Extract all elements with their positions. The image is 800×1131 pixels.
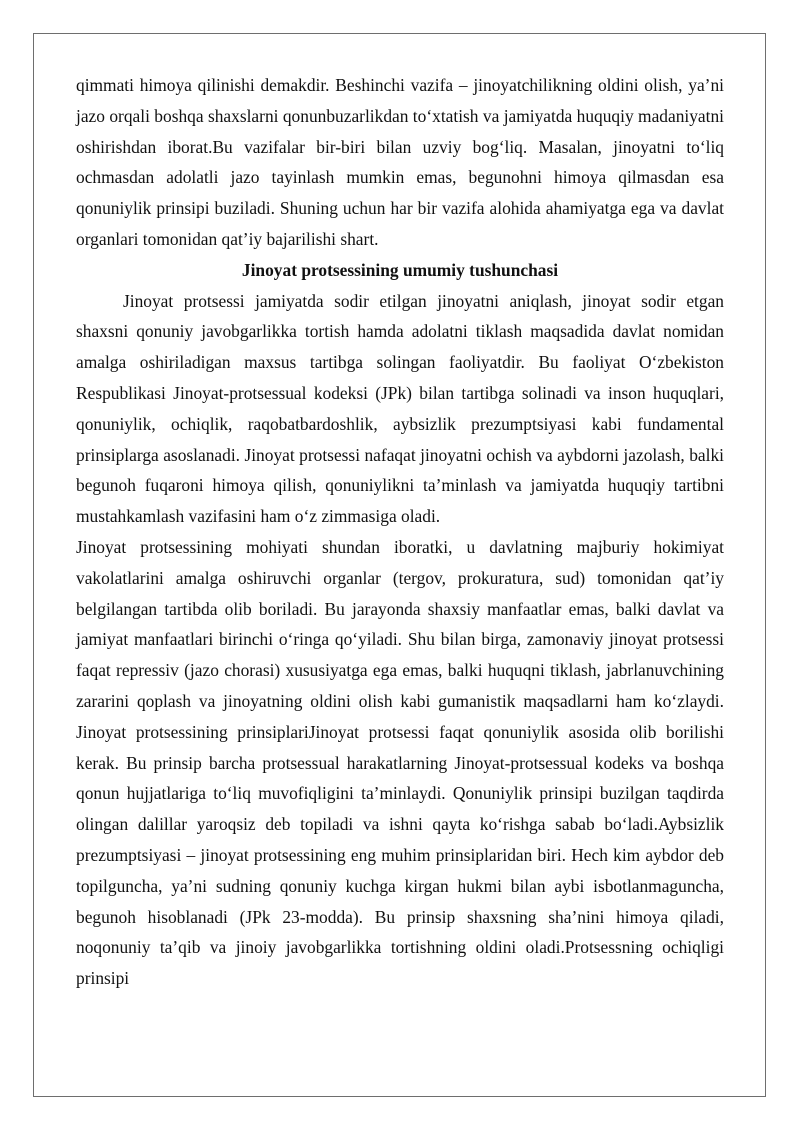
section-heading: Jinoyat protsessining umumiy tushunchasi [241, 259, 559, 280]
paragraph-3: Jinoyat protsessining mohiyati shundan iboratki, u davlatning majburiy hokimiyat vakolatlarini amalga oshiruvchi organlar (tergov, prokuratura, sud) tomonidan qat’iy belgilangan tartibda olib boriladi. Bu jarayonda shaxsiy manfaatlar emas, balki davlat va jamiyat manfaatlari birinchi o‘ringa qo‘yiladi. Shu bilan birga, zamonaviy jinoyat protsessi faqat repressiv (jazo chorasi) xususiyatga ega emas, balki huquqni tiklash, jabrlanuvchining zararini qoplash va jinoyatning oldini olish kabi gumanistik maqsadlarni ham ko‘zlaydi. Jinoyat protsessining prinsiplariJinoyat protsessi faqat qonuniylik asosida olib borilishi kerak. Bu prinsip barcha protsessual harakatlarning Jinoyat-protsessual kodeks va boshqa qonun hujjatlariga to‘liq muvofiqligini ta’minlaydi. Qonuniylik prinsipi buzilgan taqdirda olingan dalillar yaroqsiz deb topiladi va ishni qayta ko‘rishga sabab bo‘ladi.Aybsizlik prezumptsiyasi – jinoyat protsessining eng muhim prinsiplaridan biri. Hech kim aybdor deb topilguncha, ya’ni sudning qonuniy kuchga kirgan hukmi bilan aybi isbotlanmaguncha, begunoh hisoblanadi (JPk 23-modda). Bu prinsip shaxsning sha’nini himoya qiladi, noqonuniy ta’qib va jinoiy javobgarlikka tortishning oldini oladi.Protsessning ochiqligi prinsipi [76, 536, 724, 989]
paragraph-2: Jinoyat protsessi jamiyatda sodir etilgan jinoyatni aniqlash, jinoyat sodir etgan shaxsni qonuniy javobgarlikka tortish hamda adolatni tiklash maqsadida davlat nomidan amalga oshiriladigan maxsus tartibga solingan faoliyatdir. Bu faoliyat O‘zbekiston Respublikasi Jinoyat-protsessual kodeksi (JPk) bilan tartibga solinadi va inson huquqlari, qonuniylik, ochiqlik, raqobatbardoshlik, aybsizlik prezumptsiyasi kabi fundamental prinsiplarga asoslanadi. Jinoyat protsessi nafaqat jinoyatni ochish va aybdorni jazolash, balki begunoh fuqaroni himoya qilish, qonuniylikni ta’minlash va jamiyatda huquqiy tartibni mustahkamlash vazifasini ham o‘z zimmasiga oladi. [76, 290, 724, 527]
paragraph-1: qimmati himoya qilinishi demakdir. Beshinchi vazifa – jinoyatchilikning oldini olish, ya’ni jazo orqali boshqa shaxslarni qonunbuzarlikdan to‘xtatish va jamiyatda huquqiy madaniyatni oshirishdan iborat.Bu vazifalar bir-biri bilan uzviy bog‘liq. Masalan, jinoyatni to‘liq ochmasdan adolatli jazo tayinlash mumkin emas, begunohni himoya qilmasdan esa qonuniylik prinsipi buziladi. Shuning uchun har bir vazifa alohida ahamiyatga ega va davlat organlari tomonidan qat’iy bajarilishi shart. [76, 75, 724, 249]
document-body [76, 70, 724, 994]
